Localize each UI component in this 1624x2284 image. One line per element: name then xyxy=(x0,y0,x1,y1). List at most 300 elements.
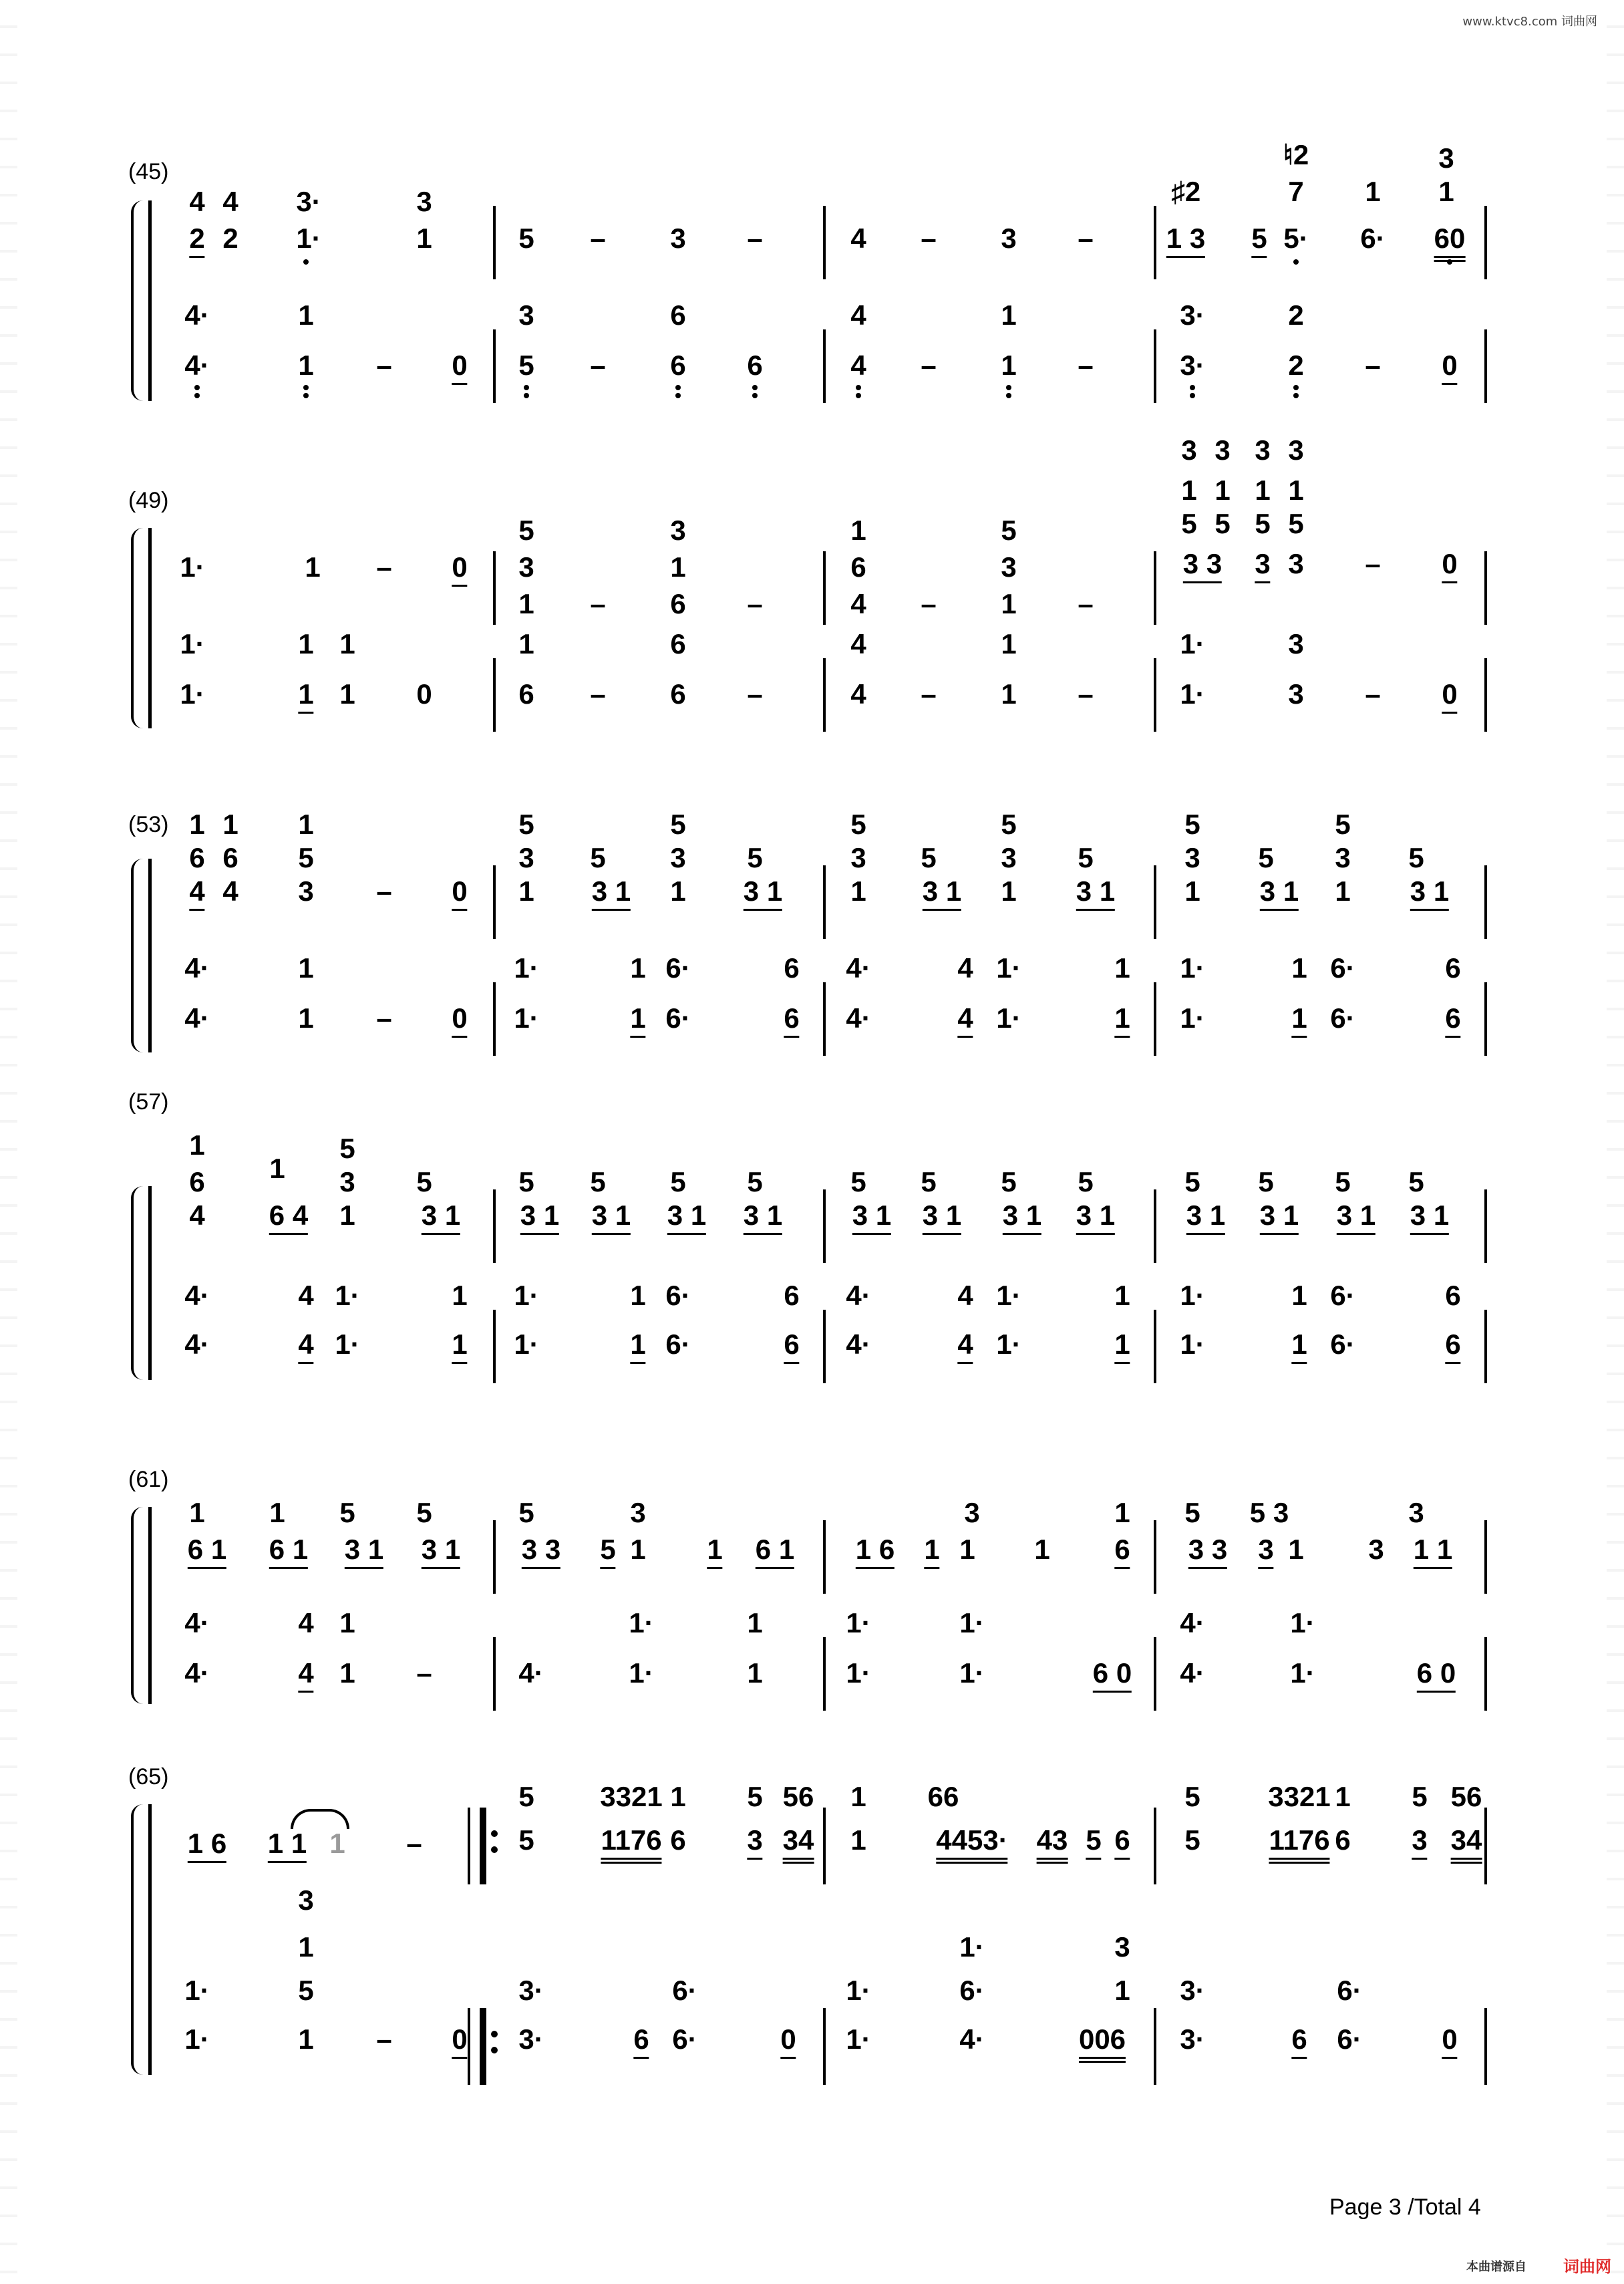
note: 006 xyxy=(1079,2023,1126,2063)
note: – xyxy=(376,1002,392,1034)
note: 4· xyxy=(846,1002,871,1034)
note: 5 xyxy=(518,349,534,381)
note: 6 xyxy=(670,678,686,710)
note: 4 xyxy=(850,223,866,254)
note: 3 3 xyxy=(1183,548,1222,583)
note: 5 xyxy=(518,223,534,254)
note: 1 xyxy=(298,809,314,840)
note: 3 xyxy=(1258,1534,1273,1569)
note: 1 xyxy=(298,1931,314,1963)
note: 1 xyxy=(1288,1534,1304,1565)
octave-dot xyxy=(752,385,758,390)
note: 4· xyxy=(959,2023,985,2055)
note: 4· xyxy=(184,349,210,381)
note: 5 xyxy=(1258,1166,1274,1197)
note: 3· xyxy=(1180,2023,1205,2055)
system-line xyxy=(148,1186,152,1380)
barline xyxy=(823,865,826,939)
note: 1· xyxy=(180,678,205,710)
natural-note: ♮2 xyxy=(1283,139,1309,170)
barline xyxy=(1154,865,1156,939)
note: – xyxy=(1078,588,1094,619)
note: 3 xyxy=(1255,548,1270,583)
note: 5 xyxy=(670,809,686,840)
note: 7 xyxy=(1288,176,1304,207)
note: 4 xyxy=(189,186,205,217)
note: 3 xyxy=(298,1884,314,1916)
note: 3 xyxy=(1181,434,1197,466)
note: 5 xyxy=(747,1781,763,1812)
note: 5 xyxy=(1184,1824,1200,1856)
note: 3 1 xyxy=(1076,875,1115,911)
note: 4 xyxy=(850,678,866,710)
note: 6 xyxy=(1335,1824,1351,1856)
note: 5 xyxy=(1408,842,1424,873)
note: 1 xyxy=(1114,952,1130,984)
note: 5 xyxy=(600,1534,615,1569)
note: 5 xyxy=(518,1824,534,1856)
note: 3 1 xyxy=(1337,1199,1375,1235)
note: 1· xyxy=(180,551,205,583)
barline xyxy=(1154,982,1156,1056)
note: 4 xyxy=(298,1607,314,1638)
note: 43 xyxy=(1037,1824,1068,1864)
barline xyxy=(1484,658,1487,732)
note: – xyxy=(747,678,763,710)
note: 1· xyxy=(1180,952,1205,984)
note: 1· xyxy=(184,2023,210,2055)
note: 1 xyxy=(1001,678,1017,710)
system-brace xyxy=(131,200,143,401)
note: 6 4 xyxy=(269,1199,308,1235)
note: 6 xyxy=(1445,1328,1460,1364)
note: 5 xyxy=(1181,508,1197,539)
note: 4 xyxy=(850,299,866,331)
note: 5 xyxy=(1214,508,1231,539)
note: 3 xyxy=(670,842,686,873)
note: 6 xyxy=(784,1280,800,1311)
note: 1 xyxy=(707,1534,722,1569)
note: 4453· xyxy=(936,1824,1007,1864)
barline xyxy=(823,1808,826,1884)
note: 1· xyxy=(959,1607,985,1638)
note: 1· xyxy=(629,1607,654,1638)
note: 1 xyxy=(1291,1280,1307,1311)
repeat-barline xyxy=(468,2008,486,2085)
note: 5 xyxy=(921,842,937,873)
note: 1 xyxy=(518,875,534,907)
note: 5 xyxy=(1412,1781,1428,1812)
note: – xyxy=(1365,548,1381,579)
note: 3 xyxy=(1288,434,1304,466)
left-margin-watermark xyxy=(0,0,17,2284)
note: 56 xyxy=(782,1781,814,1812)
note: 3 1 xyxy=(1003,1199,1041,1235)
barline xyxy=(823,982,826,1056)
note: 6 xyxy=(784,952,800,984)
note: 1· xyxy=(1180,1002,1205,1034)
note: 1 xyxy=(1001,588,1017,619)
note: 1 xyxy=(339,1199,355,1231)
barline xyxy=(493,206,496,279)
note: 4· xyxy=(846,952,871,984)
note: 0 xyxy=(452,875,467,911)
octave-dot xyxy=(1190,393,1195,398)
note: 3 1 xyxy=(744,1199,782,1235)
note: 5 xyxy=(1078,1166,1094,1197)
note: 1 6 xyxy=(856,1534,895,1569)
note: 6 xyxy=(189,1166,205,1197)
barline xyxy=(493,1637,496,1711)
note: 1· xyxy=(846,1607,871,1638)
system-line xyxy=(148,1507,152,1704)
note: 3 xyxy=(670,515,686,546)
note: – xyxy=(921,349,937,381)
note: 3 xyxy=(339,1166,355,1197)
note: 5 xyxy=(747,1166,763,1197)
note: 6· xyxy=(665,1002,691,1034)
note: 5 xyxy=(518,515,534,546)
note: 6· xyxy=(1337,1975,1362,2006)
note: 1 xyxy=(630,1280,646,1311)
note: – xyxy=(1078,678,1094,710)
note: 1 xyxy=(1214,474,1231,506)
note: 1· xyxy=(1180,1280,1205,1311)
note: 1 3 xyxy=(1166,223,1205,258)
note: 1 xyxy=(747,1607,763,1638)
octave-dot xyxy=(1190,385,1195,390)
note: 1 xyxy=(298,678,313,714)
note: 6· xyxy=(665,952,691,984)
note: 6· xyxy=(1330,1002,1355,1034)
note: 5 xyxy=(1335,1166,1351,1197)
note: 1 xyxy=(298,628,314,660)
note: 3· xyxy=(1180,1975,1205,2006)
note: 6 xyxy=(518,678,534,710)
note: 3 1 xyxy=(1186,1199,1225,1235)
barline xyxy=(493,865,496,939)
system-brace xyxy=(131,859,143,1052)
note: 3 1 xyxy=(852,1199,891,1235)
note: 1· xyxy=(996,1280,1021,1311)
note: – xyxy=(590,588,606,619)
note: 3 1 xyxy=(592,875,631,911)
note: 1· xyxy=(1290,1607,1315,1638)
barline xyxy=(1484,1189,1487,1263)
measure-number: (45) xyxy=(128,159,169,184)
note: 6 1 xyxy=(269,1534,308,1569)
note: 1 xyxy=(924,1534,939,1569)
octave-dot xyxy=(1006,385,1011,390)
note: 4· xyxy=(846,1328,871,1360)
system-line xyxy=(148,528,152,728)
note: 4· xyxy=(184,1328,210,1360)
note: 1 xyxy=(339,1607,355,1638)
barline xyxy=(493,1520,496,1594)
note: 2 xyxy=(1288,299,1304,331)
note: 5 xyxy=(1184,1497,1200,1528)
note: 5 3 xyxy=(1249,1497,1289,1528)
note: 3 xyxy=(1412,1824,1427,1860)
measure-number: (53) xyxy=(128,812,169,837)
octave-dot xyxy=(303,393,309,398)
note: 5 xyxy=(670,1166,686,1197)
note: 5 xyxy=(339,1497,355,1528)
note: 4 xyxy=(189,875,204,911)
note: 3 xyxy=(1438,142,1454,174)
note: 3 xyxy=(518,842,534,873)
note: 4 xyxy=(298,1328,313,1364)
note: 1 xyxy=(1114,1497,1130,1528)
note: 6 xyxy=(670,1824,686,1856)
barline xyxy=(823,658,826,732)
note: 3 1 xyxy=(422,1534,460,1569)
note: 1 xyxy=(850,875,866,907)
note: 6 0 xyxy=(1417,1657,1456,1693)
note: 4 xyxy=(957,1328,973,1364)
note: 3 1 xyxy=(1260,1199,1299,1235)
note: 1· xyxy=(996,1328,1021,1360)
measure-number: (49) xyxy=(128,488,169,513)
note: 3 1 xyxy=(345,1534,383,1569)
note: 1 xyxy=(298,952,314,984)
barline xyxy=(823,1189,826,1263)
note: 1 xyxy=(1291,1002,1307,1038)
octave-dot xyxy=(194,393,200,398)
note: 1 xyxy=(670,551,686,583)
note: 1 xyxy=(298,2023,314,2055)
barline xyxy=(1154,1310,1156,1383)
note: 5 xyxy=(1408,1166,1424,1197)
note: 1 xyxy=(850,1824,866,1856)
note: 6 xyxy=(1445,1002,1460,1038)
note: 1 xyxy=(670,1781,686,1812)
note: 6· xyxy=(672,2023,697,2055)
note: 5 xyxy=(590,842,606,873)
note: 1 xyxy=(189,1497,205,1528)
repeat-dots xyxy=(491,1821,498,1862)
note: 3 xyxy=(670,223,686,254)
note: 6 xyxy=(222,842,238,873)
note: – xyxy=(406,1828,422,1859)
measure-number: (65) xyxy=(128,1764,169,1790)
note: 1 xyxy=(1291,952,1307,984)
octave-dot xyxy=(524,393,529,398)
system-line xyxy=(148,1804,152,2075)
note: 1 xyxy=(452,1280,468,1311)
note: 4 xyxy=(850,349,866,381)
note: 5 xyxy=(298,842,314,873)
note: 3 xyxy=(630,1497,646,1528)
note: 3 xyxy=(1288,678,1304,710)
octave-dot xyxy=(1293,393,1299,398)
note: 3321 xyxy=(600,1781,663,1812)
note: 4· xyxy=(184,1280,210,1311)
note: 66 xyxy=(927,1781,959,1812)
note: 1 xyxy=(850,515,866,546)
system-brace xyxy=(131,1804,143,2075)
note: 1 xyxy=(630,1002,645,1038)
page-number: Page 3 /Total 4 xyxy=(1329,2194,1481,2220)
barline xyxy=(1154,206,1156,279)
note: 5 xyxy=(518,1166,534,1197)
barline xyxy=(493,551,496,625)
note: 1 xyxy=(269,1497,285,1528)
note: 3 3 xyxy=(522,1534,560,1569)
note: 3 3 xyxy=(1188,1534,1227,1569)
barline xyxy=(823,551,826,625)
octave-dot xyxy=(303,385,309,390)
note: 4· xyxy=(184,952,210,984)
note: 6 0 xyxy=(1093,1657,1132,1693)
barline xyxy=(823,206,826,279)
note: 1· xyxy=(846,1975,871,2006)
note: 3 xyxy=(747,1824,762,1860)
note: 3 xyxy=(964,1497,980,1528)
note: 3 xyxy=(1214,434,1231,466)
note: 1· xyxy=(1180,628,1205,660)
note: 4 xyxy=(850,588,866,619)
note: 6 xyxy=(850,551,866,583)
note: 4 xyxy=(957,1002,973,1038)
note: 6· xyxy=(672,1975,697,2006)
note: 1 xyxy=(1114,1280,1130,1311)
note: 2 xyxy=(1288,349,1304,381)
tie-slur xyxy=(291,1809,349,1829)
barline xyxy=(823,1310,826,1383)
note: 1· xyxy=(996,952,1021,984)
note: 1· xyxy=(1180,1328,1205,1360)
note: – xyxy=(416,1657,432,1689)
note: 3 xyxy=(416,186,432,217)
barline xyxy=(1154,2008,1156,2085)
note: 6 xyxy=(1114,1824,1130,1860)
barline xyxy=(1484,1310,1487,1383)
note: 1 xyxy=(850,1781,866,1812)
note: 2 xyxy=(189,223,204,258)
note: 1 1 xyxy=(268,1828,307,1863)
note: 5 xyxy=(1001,1166,1017,1197)
note: 0 xyxy=(452,349,467,385)
note: 4· xyxy=(184,299,210,331)
note: 1· xyxy=(514,1002,539,1034)
system-brace xyxy=(131,528,143,728)
note: 1 xyxy=(339,628,355,660)
note: 1 xyxy=(222,809,238,840)
note: 4 xyxy=(850,628,866,660)
note: 5 xyxy=(416,1166,432,1197)
note: 1176 xyxy=(1269,1824,1329,1864)
note: 6 xyxy=(189,842,205,873)
barline xyxy=(1484,1637,1487,1711)
octave-dot xyxy=(1006,393,1011,398)
barline xyxy=(1484,865,1487,939)
note: 5 xyxy=(1335,809,1351,840)
note: 1 xyxy=(630,952,646,984)
barline xyxy=(1484,551,1487,625)
note: 60 xyxy=(1434,223,1466,262)
note: – xyxy=(376,551,392,583)
note: 1· xyxy=(180,628,205,660)
note: 1· xyxy=(996,1002,1021,1034)
note: 1 xyxy=(298,299,314,331)
octave-dot xyxy=(1447,259,1452,265)
note: – xyxy=(747,588,763,619)
note: 4 xyxy=(957,952,973,984)
brand-logo: 词曲网 xyxy=(1563,2257,1611,2276)
note: 4 xyxy=(222,875,238,907)
note: 5 xyxy=(1078,842,1094,873)
note: – xyxy=(590,678,606,710)
note: 1 xyxy=(416,223,432,254)
note: 4· xyxy=(184,1002,210,1034)
note: 1· xyxy=(335,1280,360,1311)
note: 1 xyxy=(298,349,314,381)
barline xyxy=(1154,1808,1156,1884)
note: 6 xyxy=(670,349,686,381)
note: 6 1 xyxy=(756,1534,794,1569)
note: 6· xyxy=(1360,223,1386,254)
note: 2 xyxy=(222,223,238,254)
note: 3 xyxy=(518,299,534,331)
octave-dot xyxy=(1293,259,1299,265)
note: – xyxy=(590,349,606,381)
note: 6 xyxy=(670,588,686,619)
note: – xyxy=(590,223,606,254)
note: – xyxy=(376,349,392,381)
note: 1 xyxy=(298,1002,314,1034)
note: 3 1 xyxy=(1076,1199,1115,1235)
note: 5 xyxy=(1288,508,1304,539)
note: 3 xyxy=(1001,551,1017,583)
note: – xyxy=(1365,678,1381,710)
note: 4 xyxy=(957,1280,973,1311)
barline xyxy=(493,1189,496,1263)
barline xyxy=(1154,329,1156,403)
barline xyxy=(823,1520,826,1594)
note: 1· xyxy=(514,1280,539,1311)
note: 5 xyxy=(1001,809,1017,840)
note: 0 xyxy=(1442,678,1457,714)
note: 1 xyxy=(1001,299,1017,331)
note: 4 xyxy=(222,186,238,217)
note: 3 1 xyxy=(923,1199,961,1235)
note: 3 1 xyxy=(667,1199,706,1235)
note: 4· xyxy=(846,1280,871,1311)
note: – xyxy=(1078,349,1094,381)
barline xyxy=(1154,1637,1156,1711)
note: 5 xyxy=(1255,508,1271,539)
note: 3 1 xyxy=(1410,1199,1449,1235)
note: 1 xyxy=(329,1828,345,1859)
barline xyxy=(823,329,826,403)
note: 1 xyxy=(1335,1781,1351,1812)
note: 4· xyxy=(518,1657,544,1689)
note: 1· xyxy=(514,1328,539,1360)
repeat-dots xyxy=(491,2021,498,2063)
note: 5· xyxy=(1283,223,1309,254)
note: 6· xyxy=(665,1280,691,1311)
site-url-header: www.ktvc8.com 词曲网 xyxy=(1462,15,1597,29)
barline xyxy=(493,1310,496,1383)
note: 1 xyxy=(1288,474,1304,506)
note: 4· xyxy=(1180,1657,1205,1689)
note: 6 xyxy=(1291,2023,1307,2059)
note: 0 xyxy=(452,1002,467,1038)
note: 1 xyxy=(1365,176,1381,207)
note: 56 xyxy=(1450,1781,1482,1812)
note: 1 xyxy=(1335,875,1351,907)
